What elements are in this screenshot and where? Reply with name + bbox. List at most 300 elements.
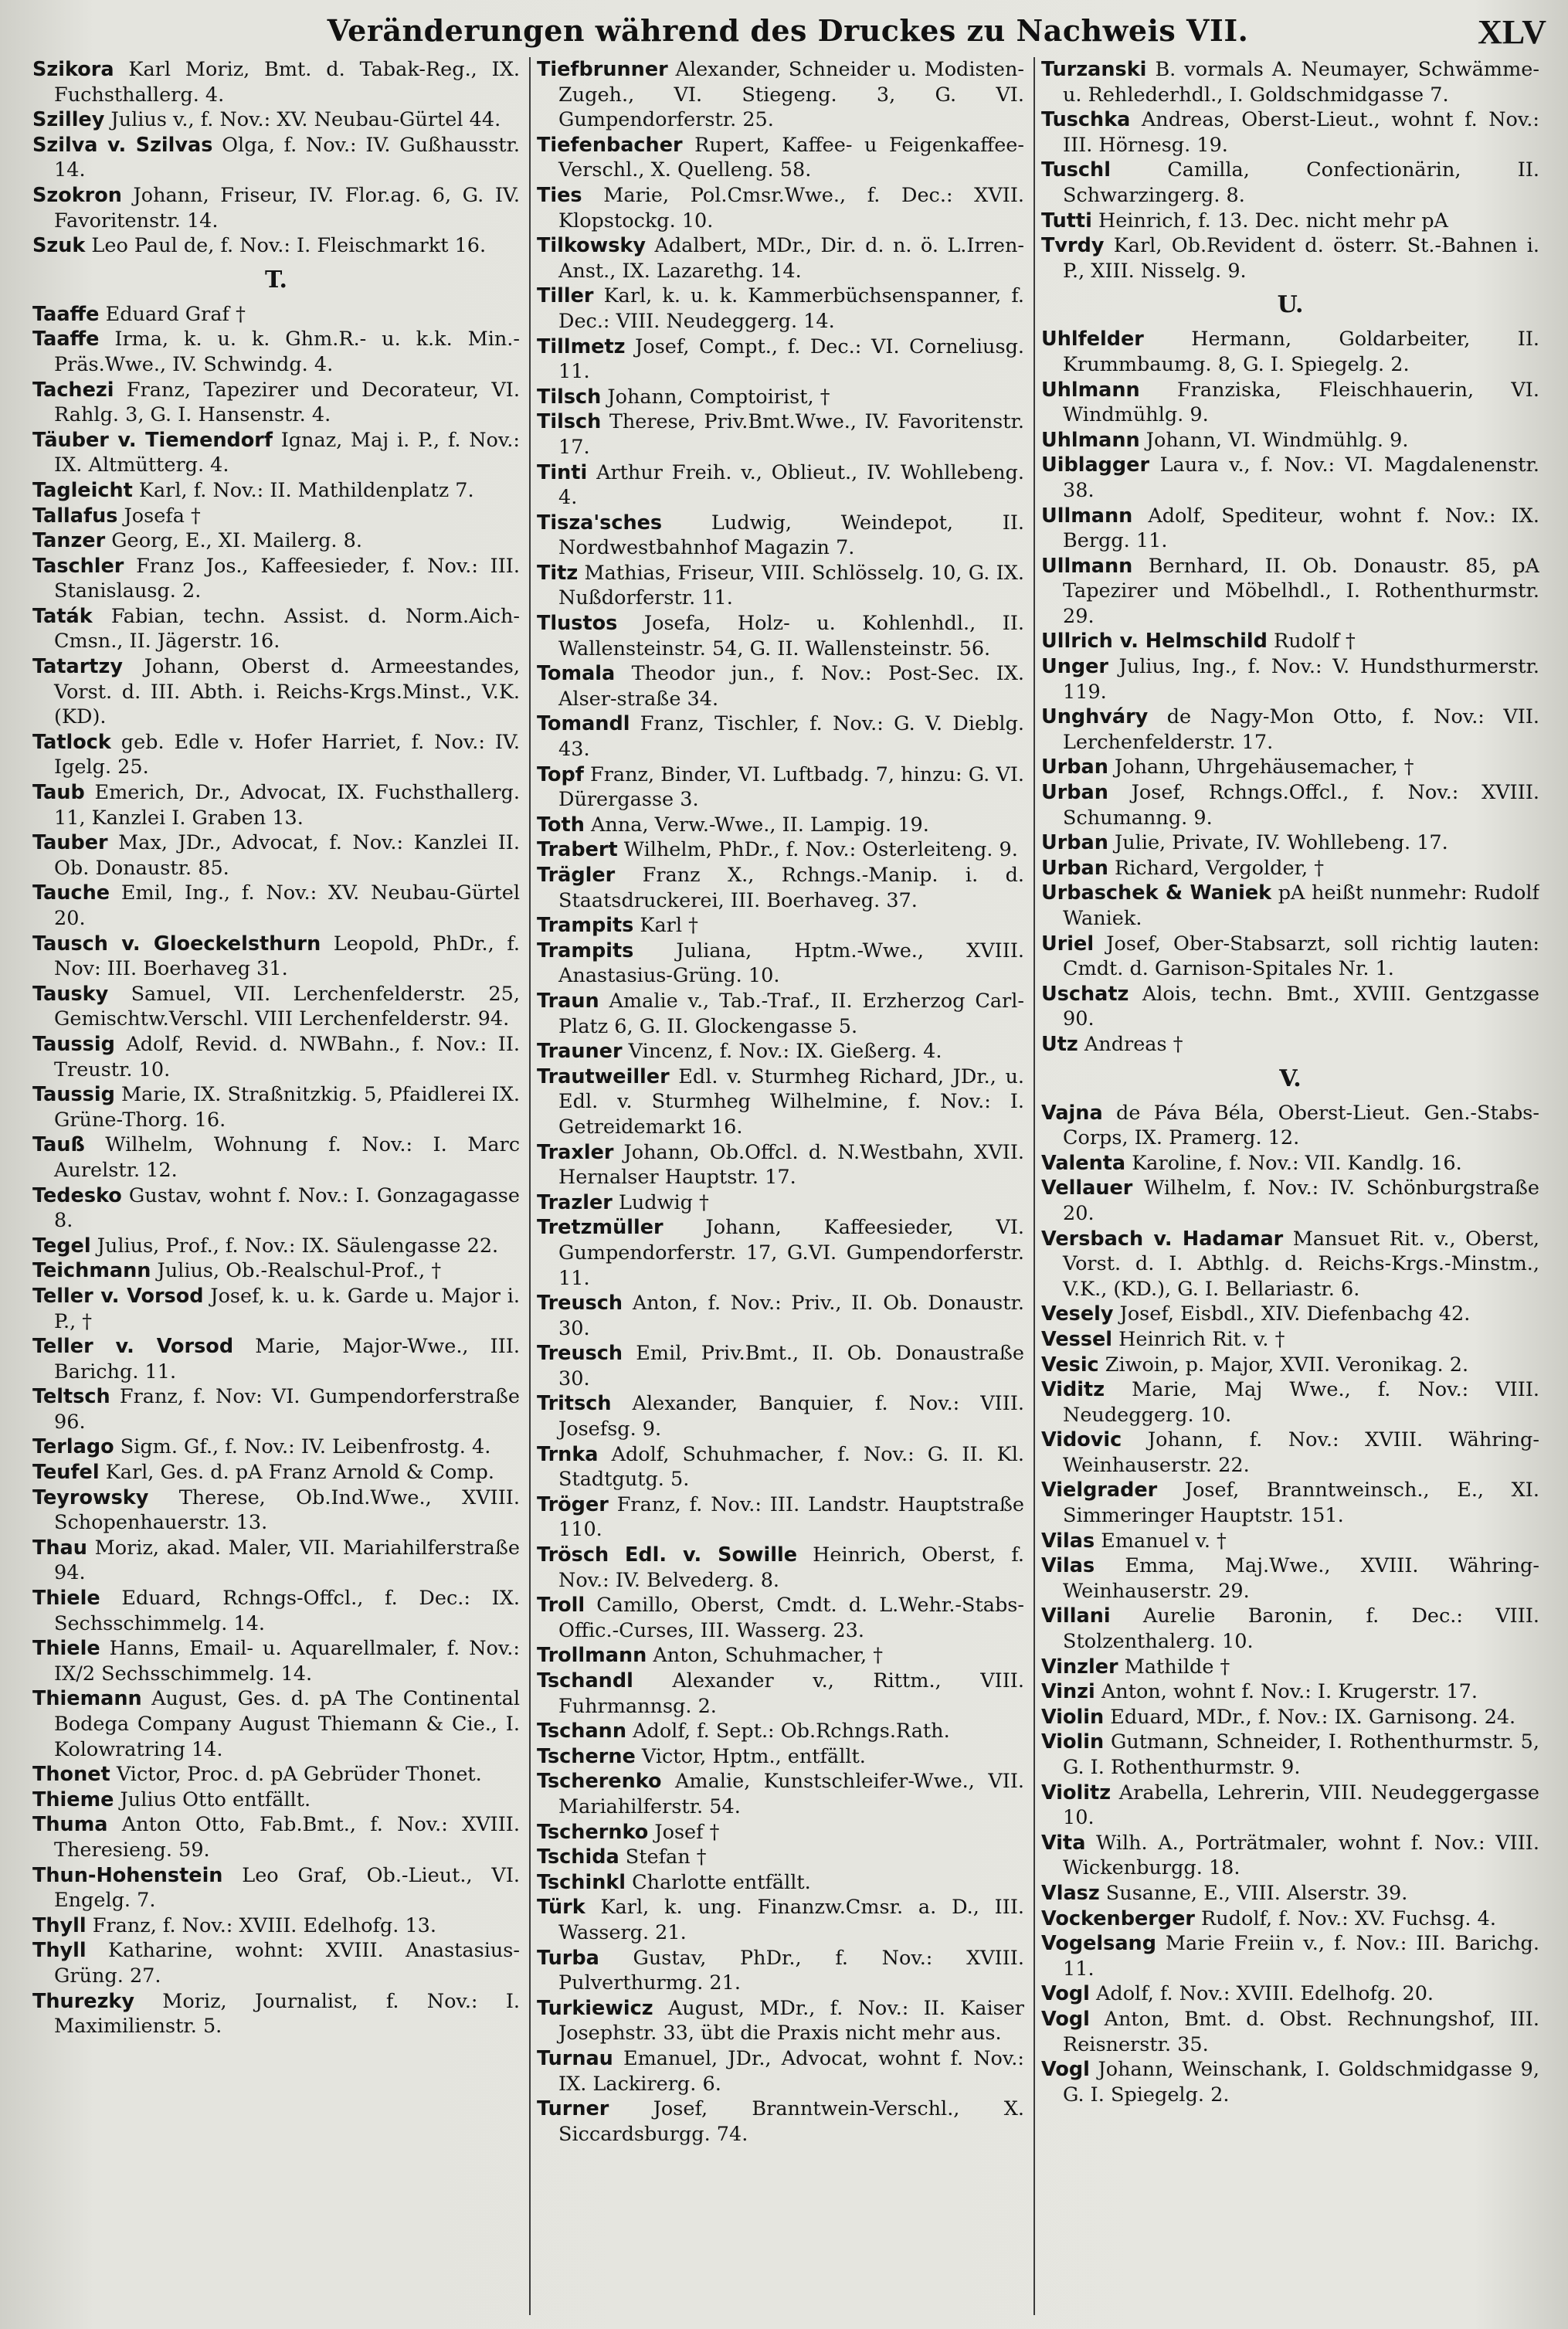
directory-entry bbox=[32, 183, 520, 233]
entry-name: Tscherne bbox=[537, 1744, 636, 1768]
entry-name: Trollmann bbox=[537, 1644, 647, 1668]
directory-entry bbox=[1041, 1906, 1539, 1932]
directory-entry bbox=[537, 813, 1024, 838]
entry-details: Franziska, Fleischhauerin, VI. Windmühlg. 9. bbox=[1063, 378, 1539, 427]
entry-details: Charlotte entfällt. bbox=[626, 1870, 811, 1894]
directory-entry bbox=[537, 1669, 1024, 1719]
entry-name: Tlustos bbox=[537, 612, 618, 636]
directory-entry bbox=[1041, 1553, 1539, 1604]
entry-details: Ignaz, Maj i. P., f. Nov.: IX. Altmütterg. 4. bbox=[54, 428, 520, 477]
entry-name: Trabert bbox=[537, 838, 618, 862]
entry-details: Fabian, techn. Assist. d. Norm.Aich-Cmsn., II. Jägerstr. 16. bbox=[54, 604, 520, 654]
entry-details: Sigm. Gf., f. Nov.: IV. Leibenfrostg. 4. bbox=[114, 1435, 491, 1459]
entry-name: Urbaschek & Waniek bbox=[1041, 881, 1272, 905]
entry-name: Ullrich v. Helmschild bbox=[1041, 630, 1268, 654]
entry-details: Karl, Ob.Revident d. österr. St.-Bahnen i. P., XIII. Nisselg. 9. bbox=[1063, 234, 1539, 283]
entry-name: Unger bbox=[1041, 655, 1108, 679]
directory-entry bbox=[1041, 1679, 1539, 1705]
directory-entry bbox=[1041, 1227, 1539, 1302]
entry-name: Trazler bbox=[537, 1190, 613, 1214]
directory-entry bbox=[537, 1190, 1024, 1216]
directory-entry bbox=[32, 504, 520, 529]
entry-name: Tausky bbox=[32, 982, 109, 1006]
entry-name: Tinti bbox=[537, 460, 588, 484]
entry-details: Josef, Branntweinsch., E., XI. Simmeringer Hauptstr. 151. bbox=[1063, 1479, 1539, 1528]
directory-entry bbox=[537, 1291, 1024, 1341]
directory-entry bbox=[537, 711, 1024, 762]
entry-details: Karl, Ges. d. pA Franz Arnold & Comp. bbox=[99, 1461, 494, 1485]
entry-name: Taussig bbox=[32, 1032, 115, 1056]
entry-name: Vellauer bbox=[1041, 1176, 1133, 1200]
entry-name: Taaffe bbox=[32, 328, 100, 351]
directory-entry bbox=[1041, 1176, 1539, 1226]
entry-details: Johann, Oberst d. Armeestandes, Vorst. d. III. Abth. i. Reichs-Krgs.Minst., V.K. (KD). bbox=[54, 655, 520, 729]
entry-details: Ziwoin, p. Major, XVII. Veronikag. 2. bbox=[1098, 1353, 1469, 1377]
directory-entry bbox=[537, 2096, 1024, 2147]
entry-name: Violin bbox=[1041, 1730, 1105, 1754]
directory-entry bbox=[1041, 1032, 1539, 1058]
directory-entry bbox=[1041, 1730, 1539, 1780]
entry-details: Anton, wohnt f. Nov.: I. Krugerstr. 17. bbox=[1095, 1680, 1478, 1704]
directory-entry bbox=[32, 1082, 520, 1132]
directory-entry bbox=[537, 989, 1024, 1039]
entry-name: Täuber v. Tiemendorf bbox=[32, 428, 273, 452]
entry-name: Uschatz bbox=[1041, 982, 1129, 1006]
entry-details: Johann, Friseur, IV. Flor.ag. 6, G. IV. Favoritenstr. 14. bbox=[54, 183, 520, 233]
entry-name: Tuschka bbox=[1041, 108, 1131, 132]
entry-name: Versbach v. Hadamar bbox=[1041, 1227, 1284, 1251]
entry-name: Thieme bbox=[32, 1787, 114, 1811]
entry-name: Türk bbox=[537, 1896, 585, 1920]
entry-details: Olga, f. Nov.: IV. Gußhausstr. 14. bbox=[54, 133, 520, 182]
directory-entry bbox=[32, 107, 520, 133]
directory-entry bbox=[537, 1039, 1024, 1064]
directory-entry bbox=[1041, 57, 1539, 107]
entry-details: Franz, Binder, VI. Luftbadg. 7, hinzu: G. VI. Dürergasse 3. bbox=[558, 762, 1024, 812]
entry-details: Josef, Rchngs.Offcl., f. Nov.: XVIII. Schumanng. 9. bbox=[1063, 781, 1539, 830]
entry-name: Tauche bbox=[32, 881, 110, 905]
directory-entry bbox=[537, 1140, 1024, 1190]
entry-name: Vockenberger bbox=[1041, 1906, 1195, 1930]
entry-name: Ties bbox=[537, 183, 582, 207]
entry-details: Leo Paul de, f. Nov.: I. Fleischmarkt 16. bbox=[85, 234, 487, 258]
entry-name: Utz bbox=[1041, 1032, 1078, 1056]
entry-details: Julie, Private, IV. Wohllebeng. 17. bbox=[1108, 831, 1448, 855]
entry-name: Trägler bbox=[537, 864, 616, 887]
directory-entry bbox=[32, 378, 520, 428]
entry-name: Tuschl bbox=[1041, 158, 1111, 182]
directory-entry bbox=[1041, 881, 1539, 931]
entry-details: Aurelie Baronin, f. Dec.: VIII. Stolzenthalerg. 10. bbox=[1063, 1604, 1539, 1654]
entry-name: Turkiewicz bbox=[537, 1996, 653, 2020]
directory-entry bbox=[1041, 428, 1539, 453]
entry-name: Tschida bbox=[537, 1845, 619, 1869]
directory-entry bbox=[537, 863, 1024, 913]
entry-name: Thyll bbox=[32, 1939, 87, 1963]
entry-name: Tomandl bbox=[537, 712, 630, 736]
entry-details: Stefan † bbox=[619, 1845, 707, 1869]
entry-details: Rupert, Kaffee- u Feigenkaffee-Verschl., X. Quelleng. 58. bbox=[558, 133, 1024, 182]
entry-name: Titz bbox=[537, 561, 579, 585]
entry-details: Josef, Eisbdl., XIV. Diefenbachg 42. bbox=[1113, 1302, 1471, 1326]
directory-entry bbox=[32, 1032, 520, 1082]
entry-details: Andreas † bbox=[1078, 1032, 1183, 1056]
directory-entry bbox=[1041, 1981, 1539, 2007]
directory-entry bbox=[537, 1895, 1024, 1945]
entry-name: Tilsch bbox=[537, 410, 602, 434]
entry-details: Mathias, Friseur, VIII. Schlösselg. 10, G. IX. Nußdorferstr. 11. bbox=[558, 561, 1024, 610]
entry-name: Treusch bbox=[537, 1292, 623, 1316]
entry-details: pA heißt nunmehr: Rudolf Waniek. bbox=[1063, 881, 1539, 930]
entry-details: Camillo, Oberst, Cmdt. d. L.Wehr.-Stabs-Offic.-Curses, III. Wasserg. 23. bbox=[558, 1594, 1024, 1642]
directory-entry bbox=[537, 1769, 1024, 1819]
entry-details: de Nagy-Mon Otto, f. Nov.: VII. Lerchenfelderstr. 17. bbox=[1063, 705, 1539, 754]
entry-name: Traxler bbox=[537, 1140, 614, 1164]
directory-entry bbox=[1041, 1655, 1539, 1680]
entry-details: Johann, Uhrgehäusemacher, † bbox=[1108, 755, 1414, 779]
entry-details: Anton Otto, Fab.Bmt., f. Nov.: XVIII. Theresieng. 59. bbox=[54, 1813, 520, 1862]
entry-details: Laura v., f. Nov.: VI. Magdalenenstr. 38. bbox=[1063, 453, 1539, 502]
entry-name: Tscherenko bbox=[537, 1770, 662, 1794]
entry-details: Franz, Tapezirer und Decorateur, VI. Rahlg. 3, G. I. Hansenstr. 4. bbox=[54, 378, 520, 427]
entry-details: Johann, VI. Windmühlg. 9. bbox=[1139, 428, 1409, 452]
entry-name: Thurezky bbox=[32, 1989, 134, 2013]
entry-name: Tatlock bbox=[32, 730, 111, 754]
directory-entry bbox=[537, 1719, 1024, 1744]
directory-entry bbox=[537, 334, 1024, 385]
directory-entry bbox=[537, 661, 1024, 711]
directory-entry bbox=[32, 1762, 520, 1787]
entry-details: Anton, Schuhmacher, † bbox=[647, 1644, 883, 1668]
directory-entry bbox=[32, 1284, 520, 1334]
entry-name: Troll bbox=[537, 1594, 585, 1618]
entry-details: Hanns, Email- u. Aquarellmaler, f. Nov.: IX/2 Sechsschimmelg. 14. bbox=[54, 1637, 520, 1686]
entry-details: Emma, Maj.Wwe., XVIII. Währing-Weinhauserstr. 29. bbox=[1063, 1554, 1539, 1603]
entry-name: Terlago bbox=[32, 1435, 114, 1459]
entry-details: Rudolf † bbox=[1267, 630, 1356, 654]
directory-entry bbox=[537, 460, 1024, 511]
entry-details: Therese, Ob.Ind.Wwe., XVIII. Schopenhauerstr. 13. bbox=[54, 1485, 520, 1535]
entry-name: Violin bbox=[1041, 1705, 1105, 1729]
entry-name: Vilas bbox=[1041, 1529, 1095, 1553]
directory-entry bbox=[1041, 982, 1539, 1032]
entry-name: Teyrowsky bbox=[32, 1485, 149, 1509]
directory-entry bbox=[32, 1586, 520, 1636]
entry-name: Tiefbrunner bbox=[537, 58, 668, 81]
directory-entry bbox=[32, 780, 520, 830]
directory-entry bbox=[537, 561, 1024, 611]
entry-name: Tallafus bbox=[32, 504, 118, 528]
entry-name: Teichmann bbox=[32, 1259, 151, 1283]
entry-details: Arabella, Lehrerin, VIII. Neudeggergasse 10. bbox=[1063, 1781, 1539, 1830]
entry-details: Marie, Maj Wwe., f. Nov.: VIII. Neudeggerg. 10. bbox=[1063, 1378, 1539, 1427]
entry-details: Richard, Vergolder, † bbox=[1108, 856, 1324, 880]
entry-name: Szuk bbox=[32, 234, 86, 258]
directory-entry bbox=[537, 1643, 1024, 1669]
entry-details: Max, JDr., Advocat, f. Nov.: Kanzlei II. Ob. Donaustr. 85. bbox=[54, 831, 520, 880]
entry-name: Vogelsang bbox=[1041, 1932, 1156, 1956]
section-letter: U. bbox=[1277, 291, 1304, 319]
directory-entry bbox=[1041, 378, 1539, 428]
directory-entry bbox=[1041, 1931, 1539, 1981]
directory-entry bbox=[32, 528, 520, 554]
directory-entry bbox=[537, 133, 1024, 183]
entry-details: Anton, Bmt. d. Obst. Rechnungshof, III. Reisnerstr. 35. bbox=[1063, 2007, 1539, 2056]
entry-name: Thiemann bbox=[32, 1687, 142, 1711]
directory-entry bbox=[537, 1593, 1024, 1643]
directory-entry bbox=[1041, 158, 1539, 208]
directory-entry bbox=[32, 1787, 520, 1813]
entry-name: Treusch bbox=[537, 1342, 623, 1366]
entry-details: Karl † bbox=[633, 914, 698, 938]
entry-name: Tschann bbox=[537, 1720, 626, 1743]
entry-name: Turba bbox=[537, 1946, 599, 1970]
column-3 bbox=[1035, 57, 1539, 2315]
directory-entry bbox=[537, 1543, 1024, 1593]
entry-name: Vogl bbox=[1041, 2007, 1090, 2031]
entry-details: Leo Graf, Ob.-Lieut., VI. Engelg. 7. bbox=[54, 1863, 520, 1913]
entry-details: Heinrich Rit. v. † bbox=[1112, 1327, 1285, 1351]
entry-name: Tatartzy bbox=[32, 655, 123, 679]
directory-entry bbox=[32, 233, 520, 259]
directory-entry bbox=[537, 611, 1024, 661]
directory-entry bbox=[537, 183, 1024, 233]
entry-details: Julius, Prof., f. Nov.: IX. Säulengasse 22. bbox=[90, 1234, 499, 1258]
entry-name: Vogl bbox=[1041, 2058, 1090, 2082]
directory-entry bbox=[1041, 1327, 1539, 1353]
entry-name: Tiefenbacher bbox=[537, 133, 683, 157]
entry-name: Vesic bbox=[1041, 1353, 1099, 1377]
entry-details: Emanuel, JDr., Advocat, wohnt f. Nov.: IX. Lackirerg. 6. bbox=[558, 2046, 1024, 2096]
entry-name: Vlasz bbox=[1041, 1881, 1100, 1905]
entry-name: Urban bbox=[1041, 831, 1108, 855]
entry-details: Heinrich, f. 13. Dec. nicht mehr pA bbox=[1091, 209, 1448, 233]
section-letter: T. bbox=[265, 266, 287, 294]
entry-details: Karoline, f. Nov.: VII. Kandlg. 16. bbox=[1125, 1151, 1462, 1175]
entry-name: Topf bbox=[537, 762, 584, 786]
entry-details: Julius, Ob.-Realschul-Prof., † bbox=[151, 1259, 442, 1283]
directory-entry bbox=[537, 939, 1024, 989]
entry-name: Thau bbox=[32, 1536, 87, 1560]
entry-name: Tschernko bbox=[537, 1820, 649, 1844]
entry-details: Adolf, Revid. d. NWBahn., f. Nov.: II. Treustr. 10. bbox=[54, 1032, 520, 1081]
directory-entry bbox=[32, 1485, 520, 1536]
entry-name: Vogl bbox=[1041, 1982, 1090, 2006]
entry-details: Rudolf, f. Nov.: XV. Fuchsg. 4. bbox=[1194, 1906, 1496, 1930]
directory-entry bbox=[32, 1913, 520, 1939]
directory-entry bbox=[1041, 1302, 1539, 1327]
directory-entry bbox=[537, 1492, 1024, 1543]
entry-name: Taaffe bbox=[32, 302, 100, 326]
entry-details: Adolf, Schuhmacher, f. Nov.: G. II. Kl. Stadtgutg. 5. bbox=[558, 1442, 1024, 1492]
directory-entry bbox=[537, 1391, 1024, 1441]
entry-name: Thun-Hohenstein bbox=[32, 1863, 223, 1887]
entry-details: Wilhelm, f. Nov.: IV. Schönburgstraße 20. bbox=[1063, 1176, 1539, 1225]
entry-details: Gustav, wohnt f. Nov.: I. Gonzagagasse 8. bbox=[54, 1183, 520, 1233]
directory-entry bbox=[1041, 327, 1539, 377]
entry-details: Amalie v., Tab.-Traf., II. Erzherzog Carl-Platz 6, G. II. Glockengasse 5. bbox=[558, 989, 1024, 1038]
entry-name: Vesely bbox=[1041, 1302, 1114, 1326]
entry-name: Vilas bbox=[1041, 1554, 1095, 1578]
page-number: XLV bbox=[1478, 13, 1546, 51]
entry-details: Adolf, Spediteur, wohnt f. Nov.: IX. Bergg. 11. bbox=[1063, 504, 1539, 553]
entry-name: Teufel bbox=[32, 1461, 100, 1485]
directory-entry bbox=[537, 837, 1024, 863]
entry-details: Alexander v., Rittm., VIII. Fuhrmannsg. 2. bbox=[558, 1669, 1024, 1718]
entry-name: Tachezi bbox=[32, 378, 114, 402]
entry-details: Edl. v. Sturmheg Richard, JDr., u. Edl. v. Sturmheg Wilhelmine, f. Nov.: I. Getreidemarkt 16. bbox=[558, 1064, 1024, 1139]
directory-entry bbox=[32, 1686, 520, 1762]
directory-entry bbox=[1041, 1881, 1539, 1906]
entry-details: Adolf, f. Sept.: Ob.Rchngs.Rath. bbox=[626, 1720, 950, 1743]
entry-details: Hermann, Goldarbeiter, II. Krummbaumg. 8, G. I. Spiegelg. 2. bbox=[1063, 328, 1539, 376]
entry-name: Tilsch bbox=[537, 385, 602, 409]
entry-name: Turnau bbox=[537, 2046, 613, 2070]
entry-name: Szilley bbox=[32, 108, 105, 132]
directory-entry bbox=[32, 478, 520, 504]
entry-details: Johann, Kaffeesieder, VI. Gumpendorferstr. 17, G.VI. Gumpendorferstr. 11. bbox=[558, 1216, 1024, 1290]
directory-entry bbox=[1041, 1529, 1539, 1554]
directory-entry bbox=[32, 1234, 520, 1259]
entry-name: Tauß bbox=[32, 1133, 85, 1157]
directory-entry bbox=[1041, 755, 1539, 780]
entry-details: de Páva Béla, Oberst-Lieut. Gen.-Stabs-Corps, IX. Pramerg. 12. bbox=[1063, 1101, 1539, 1150]
entry-details: Josef, k. u. k. Garde u. Major i. P., † bbox=[54, 1284, 520, 1333]
entry-name: Taub bbox=[32, 781, 85, 805]
directory-entry bbox=[537, 1820, 1024, 1845]
entry-details: Amalie, Kunstschleifer-Wwe., VII. Mariahilferstr. 54. bbox=[558, 1770, 1024, 1818]
entry-name: Thiele bbox=[32, 1587, 100, 1611]
directory-entry bbox=[1041, 780, 1539, 830]
entry-name: Szikora bbox=[32, 58, 114, 81]
entry-name: Vessel bbox=[1041, 1327, 1113, 1351]
entry-name: Trampits bbox=[537, 939, 634, 962]
directory-entry bbox=[537, 913, 1024, 939]
directory-entry bbox=[32, 1636, 520, 1686]
entry-details: Arthur Freih. v., Oblieut., IV. Wohllebeng. 4. bbox=[558, 460, 1024, 510]
entry-details: Emerich, Dr., Advocat, IX. Fuchsthallerg. 11, Kanzlei I. Graben 13. bbox=[54, 781, 520, 830]
page-header bbox=[23, 6, 1553, 54]
entry-name: Szilva v. Szilvas bbox=[32, 133, 213, 157]
entry-details: Gutmann, Schneider, I. Rothenthurmstr. 5, G. I. Rothenthurmstr. 9. bbox=[1063, 1730, 1539, 1779]
directory-entry bbox=[537, 1946, 1024, 1996]
directory-entry bbox=[32, 830, 520, 881]
entry-details: Ludwig, Weindepot, II. Nordwestbahnhof Magazin 7. bbox=[558, 511, 1024, 560]
entry-name: Uhlmann bbox=[1041, 378, 1140, 402]
entry-details: Victor, Hptm., entfällt. bbox=[635, 1744, 866, 1768]
directory-entry bbox=[537, 1996, 1024, 2046]
entry-name: Tillmetz bbox=[537, 334, 626, 358]
entry-details: Johann, Weinschank, I. Goldschmidgasse 9, G. I. Spiegelg. 2. bbox=[1063, 2058, 1539, 2107]
entry-details: Juliana, Hptm.-Wwe., XVIII. Anastasius-Grüng. 10. bbox=[558, 939, 1024, 988]
entry-name: Ullmann bbox=[1041, 554, 1133, 578]
directory-entry bbox=[1041, 1151, 1539, 1176]
entry-details: Adalbert, MDr., Dir. d. n. ö. L.Irren-Anst., IX. Lazarethg. 14. bbox=[558, 234, 1024, 283]
entry-details: Josefa † bbox=[117, 504, 201, 528]
entry-details: Katharine, wohnt: XVIII. Anastasius-Grüng. 27. bbox=[54, 1939, 520, 1988]
directory-entry bbox=[537, 1845, 1024, 1870]
directory-entry bbox=[32, 654, 520, 730]
directory-entry bbox=[1041, 233, 1539, 283]
directory-entry bbox=[1041, 1428, 1539, 1478]
entry-name: Taschler bbox=[32, 554, 124, 578]
entry-details: Camilla, Confectionärin, II. Schwarzingerg. 8. bbox=[1063, 158, 1539, 207]
entry-details: Marie Freiin v., f. Nov.: III. Barichg. 11. bbox=[1063, 1932, 1539, 1981]
directory-entry bbox=[537, 57, 1024, 133]
page-title: Veränderungen während des Druckes zu Nachweis VII. bbox=[327, 12, 1249, 48]
directory-entry bbox=[1041, 554, 1539, 630]
directory-entry bbox=[1041, 932, 1539, 982]
directory-entry bbox=[32, 730, 520, 780]
directory-entry bbox=[1041, 1604, 1539, 1654]
entry-name: Valenta bbox=[1041, 1151, 1126, 1175]
directory-entry bbox=[1041, 629, 1539, 654]
entry-name: Tagleicht bbox=[32, 478, 133, 502]
section-letter: V. bbox=[1279, 1064, 1302, 1092]
directory-entry bbox=[1041, 2057, 1539, 2107]
entry-name: Tilkowsky bbox=[537, 234, 646, 258]
entry-name: Tisza'sches bbox=[537, 511, 663, 535]
entry-details: Karl Moriz, Bmt. d. Tabak-Reg., IX. Fuchsthallerg. 4. bbox=[54, 58, 520, 107]
directory-entry bbox=[1041, 1353, 1539, 1378]
entry-name: Tausch v. Gloeckelsthurn bbox=[32, 932, 321, 956]
directory-entry bbox=[1041, 453, 1539, 503]
directory-entry bbox=[1041, 209, 1539, 234]
entry-details: geb. Edle v. Hofer Harriet, f. Nov.: IV. Igelg. 25. bbox=[54, 730, 520, 779]
directory-entry bbox=[32, 982, 520, 1032]
entry-details: Karl, k. ung. Finanzw.Cmsr. a. D., III. Wasserg. 21. bbox=[558, 1896, 1024, 1944]
entry-name: Tschandl bbox=[537, 1669, 633, 1692]
entry-details: Bernhard, II. Ob. Donaustr. 85, pA Tapezirer und Möbelhdl., I. Rothenthurmstr. 29. bbox=[1063, 554, 1539, 628]
entry-details: Leopold, PhDr., f. Nov: III. Boerhaveg 31. bbox=[54, 932, 521, 981]
entry-details: Josef, Compt., f. Dec.: VI. Corneliusg. 11. bbox=[558, 334, 1024, 384]
directory-entry bbox=[32, 1812, 520, 1862]
directory-entry bbox=[1041, 704, 1539, 755]
directory-entry bbox=[32, 302, 520, 328]
entry-details: Anna, Verw.-Wwe., II. Lampig. 19. bbox=[584, 813, 929, 837]
directory-entry bbox=[537, 2046, 1024, 2096]
directory-entry bbox=[1041, 504, 1539, 554]
directory-entry bbox=[537, 1442, 1024, 1492]
entry-details: Franz, f. Nov.: XVIII. Edelhofg. 13. bbox=[86, 1913, 436, 1937]
entry-name: Turner bbox=[537, 2097, 609, 2121]
directory-entry bbox=[32, 1460, 520, 1485]
directory-entry bbox=[537, 233, 1024, 283]
directory-entry bbox=[537, 762, 1024, 813]
entry-name: Teller v. Vorsod bbox=[32, 1335, 234, 1359]
entry-details: Mansuet Rit. v., Oberst, Vorst. d. I. Abthlg. d. Reichs-Krgs.-Minstm., V.K., (KD.), G. I. Bellariastr. 6. bbox=[1063, 1227, 1539, 1301]
entry-name: Urban bbox=[1041, 781, 1108, 805]
entry-name: Tanzer bbox=[32, 529, 106, 553]
entry-name: Tegel bbox=[32, 1234, 91, 1258]
entry-details: Marie, Pol.Cmsr.Wwe., f. Dec.: XVII. Klopstockg. 10. bbox=[558, 183, 1024, 233]
entry-name: Thyll bbox=[32, 1913, 87, 1937]
entry-name: Turzanski bbox=[1041, 58, 1147, 81]
directory-entry bbox=[537, 1744, 1024, 1770]
entry-name: Urban bbox=[1041, 856, 1108, 880]
entry-details: Theodor jun., f. Nov.: Post-Sec. IX. Alser-straße 34. bbox=[558, 662, 1024, 711]
entry-name: Vinzi bbox=[1041, 1680, 1095, 1704]
directory-entry bbox=[32, 1334, 520, 1384]
directory-entry bbox=[1041, 1831, 1539, 1881]
entry-name: Tutti bbox=[1041, 209, 1092, 233]
directory-entry bbox=[1041, 1705, 1539, 1730]
entry-name: Tauber bbox=[32, 831, 108, 855]
entry-name: Ullmann bbox=[1041, 504, 1133, 528]
directory-entry bbox=[32, 57, 520, 107]
column-2 bbox=[531, 57, 1035, 2315]
directory-entry bbox=[32, 604, 520, 654]
